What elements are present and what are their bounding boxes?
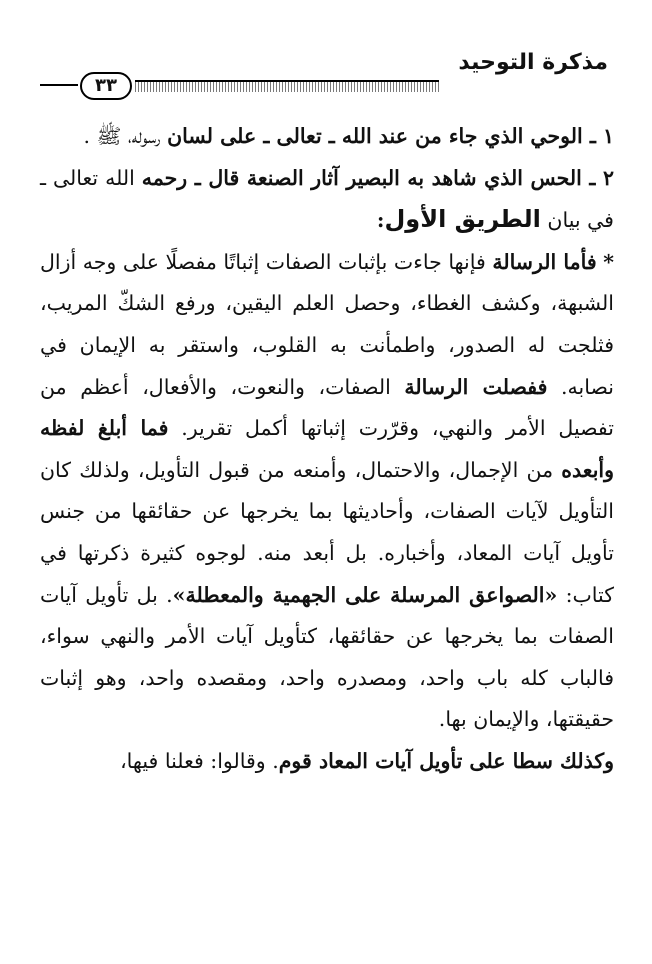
- page-header: [0, 0, 652, 100]
- paragraph-3-lead: فأما الرسالة: [492, 249, 597, 274]
- section-heading-first-way: الطريق الأول: [384, 205, 541, 234]
- paragraph-4-text: . وقالوا: فعلنا فيها،: [120, 748, 279, 773]
- paragraph-3-text-1: فإنها جاءت بإثبات الصفات إثباتًا مفصلًا على وجه أزال الشبهة، وكشف الغطاء، وحصل العلم اليقين، ورفع الشكّ المريب، فثلجت له الصدور، واطمأنت به القلوب، واستقر به الإيمان في نصابه.: [40, 249, 614, 399]
- header-rule-left: [40, 84, 78, 86]
- paragraph-1: [40, 116, 614, 158]
- paragraph-2: [40, 158, 614, 242]
- book-reference: «الصواعق المرسلة على الجهمية والمعطلة»: [172, 582, 558, 607]
- paragraph-1-end: رسوله، ﷺ .: [83, 124, 161, 148]
- star-bullet: *: [603, 249, 614, 274]
- paragraph-3-text-4: . بل تأويل آيات الصفات بما يخرجها عن حقائقها، كتأويل آيات الأمر والنهي سواء، فالباب كله باب واحد، ومصدره واحد، ومقصده واحد، وهو إثبات حقيقتها، والإيمان بها.: [40, 582, 614, 732]
- paragraph-3-text-2: الصفات، والنعوت، والأفعال، أعظم من تفصيل الأمر والنهي، وقرّرت إثباتها أكمل تقرير.: [40, 374, 614, 441]
- page-number-badge: ٣٣: [80, 72, 132, 100]
- paragraph-1-text: ١ ـ الوحي الذي جاء من عند الله ـ تعالى ـ على لسان: [167, 124, 614, 148]
- paragraph-2-text: ٢ ـ الحس الذي شاهد به البصير آثار الصنعة قال ـ رحمه: [141, 165, 614, 190]
- paragraph-3-text-3: من الإجمال، والاحتمال، وأمنعه من قبول التأويل، ولذلك كان التأويل لآيات الصفات، وأحاديثها بما يخرجها عن حقائقها من جنس تأويل آيات المعاد، وأخباره. بل أبعد منه. لوجوه كثيرة ذكرتها في كتاب:: [40, 457, 614, 607]
- paragraph-4-lead: وكذلك سطا على تأويل آيات المعاد قوم: [278, 748, 614, 773]
- page-body: [40, 116, 614, 783]
- header-rule-right: [135, 80, 439, 92]
- paragraph-3-bold-2: فما أبلغ لفظه وأبعده: [40, 416, 614, 482]
- paragraph-2-colon: :: [376, 208, 385, 233]
- paragraph-3-bold-1: ففصلت الرسالة: [404, 374, 548, 399]
- paragraph-2-line2-start: الله تعالى ـ في بيان: [40, 165, 614, 233]
- paragraph-4: [40, 741, 614, 783]
- paragraph-3: [40, 242, 614, 741]
- book-title: مذكرة التوحيد: [458, 50, 608, 75]
